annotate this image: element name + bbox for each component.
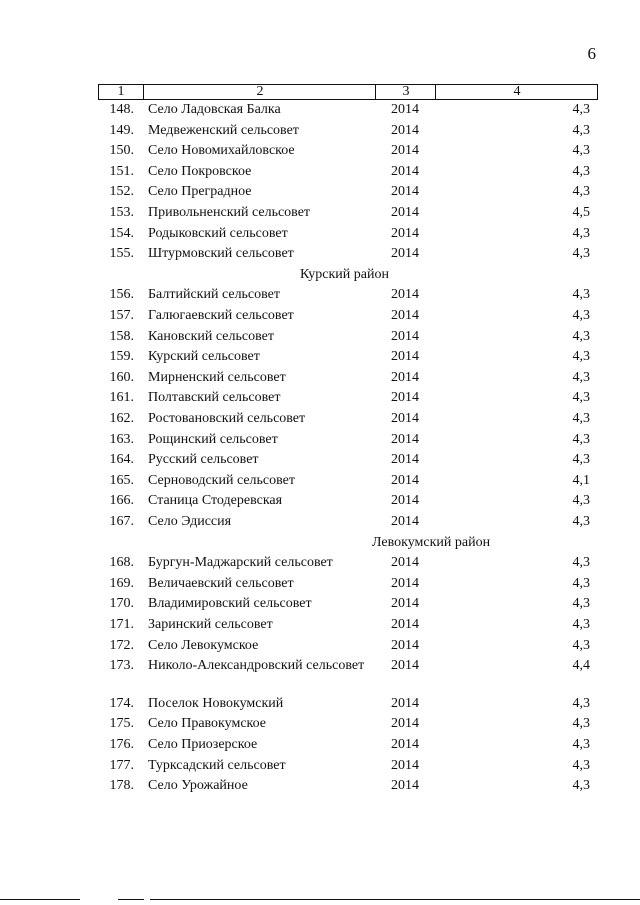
row-year: 2014 [391,716,419,732]
row-year: 2014 [391,163,419,179]
section-heading-text: Курский район [300,266,389,282]
row-value: 4,3 [572,617,590,632]
row-year: 2014 [391,143,419,159]
row-number: 154. [109,225,134,241]
row-name: Заринский сельсовет [148,617,273,632]
row-number: 175. [109,716,134,732]
row-value: 4,3 [572,737,590,752]
row-number: 176. [109,737,134,752]
row-name: Село Приозерское [148,737,258,752]
row-year: 2014 [391,369,419,385]
row-value: 4,3 [572,246,590,262]
footer-rule [0,899,80,900]
row-year: 2014 [391,778,419,794]
row-year: 2014 [391,658,419,674]
row-value: 4,3 [572,122,590,138]
row-name: Село Покровское [148,163,252,179]
row-year: 2014 [391,308,419,323]
row-name: Село Ладовская Балка [148,102,281,117]
row-name: Владимировский сельсовет [148,596,312,612]
row-number: 149. [109,122,134,138]
header-cell: 3 [375,85,436,99]
row-value: 4,4 [572,658,590,674]
row-number: 156. [109,287,134,303]
row-value: 4,3 [572,514,590,529]
row-year: 2014 [391,695,419,711]
row-value: 4,3 [572,596,590,612]
row-value: 4,3 [572,637,590,653]
row-value: 4,3 [572,778,590,794]
row-name: Село Левокумское [148,637,259,653]
header-cell: 4 [435,85,598,99]
row-number: 165. [109,472,134,488]
row-value: 4,3 [572,411,590,426]
row-number: 178. [109,778,134,794]
row-number: 177. [109,757,134,773]
row-number: 150. [109,143,134,159]
row-name: Штурмовский сельсовет [148,246,294,262]
row-number: 161. [109,390,134,406]
row-year: 2014 [391,431,419,447]
row-number: 151. [109,163,134,179]
footer-rule [118,899,144,900]
row-name: Курский сельсовет [148,349,260,365]
row-year: 2014 [391,472,419,488]
row-year: 2014 [391,184,419,200]
row-number: 148. [109,102,134,117]
row-name: Кановский сельсовет [148,328,274,344]
row-number: 159. [109,349,134,365]
row-name: Турксадский сельсовет [148,757,286,773]
row-value: 4,3 [572,493,590,509]
row-year: 2014 [391,637,419,653]
row-number: 170. [109,596,134,612]
row-value: 4,3 [572,716,590,732]
row-name: Бургун-Маджарский сельсовет [148,555,333,571]
row-name: Родыковский сельсовет [148,225,288,241]
row-year: 2014 [391,452,419,468]
row-year: 2014 [391,596,419,612]
row-name: Полтавский сельсовет [148,390,281,406]
row-year: 2014 [391,390,419,406]
row-value: 4,1 [572,472,590,488]
row-year: 2014 [391,225,419,241]
row-number: 167. [109,514,134,529]
row-value: 4,3 [572,390,590,406]
table-header [98,84,598,100]
row-number: 169. [109,575,134,591]
row-year: 2014 [391,555,419,571]
row-year: 2014 [391,514,419,529]
row-value: 4,3 [572,349,590,365]
row-name: Серноводский сельсовет [148,472,295,488]
header-cell: 2 [143,85,376,99]
row-year: 2014 [391,411,419,426]
row-year: 2014 [391,349,419,365]
row-number: 168. [109,555,134,571]
row-number: 152. [109,184,134,200]
row-year: 2014 [391,328,419,344]
row-name: Николо-Александровский сельсовет [148,658,365,674]
row-name: Село Новомихайловское [148,143,295,159]
row-value: 4,3 [572,431,590,447]
section-heading-text: Левокумский район [372,534,491,550]
row-value: 4,3 [572,757,590,773]
row-name: Село Преградное [148,184,252,200]
row-number: 163. [109,431,134,447]
row-number: 153. [109,205,134,220]
row-number: 172. [109,637,134,653]
row-value: 4,3 [572,287,590,303]
row-name: Рощинский сельсовет [148,431,278,447]
row-number: 174. [109,695,134,711]
row-value: 4,3 [572,163,590,179]
row-value: 4,3 [572,695,590,711]
row-year: 2014 [391,205,419,220]
row-value: 4,3 [572,143,590,159]
row-value: 4,3 [572,225,590,241]
row-name: Село Правокумское [148,716,267,732]
page-number: 6 [587,44,596,63]
row-number: 160. [109,369,134,385]
row-name: Село Эдиссия [148,514,232,529]
row-value: 4,5 [572,205,590,220]
row-year: 2014 [391,102,419,117]
row-name: Мирненский сельсовет [148,369,286,385]
row-value: 4,3 [572,102,590,117]
row-number: 158. [109,328,134,344]
row-number: 166. [109,493,134,509]
header-cell: 1 [117,84,125,99]
row-number: 164. [109,452,134,468]
row-value: 4,3 [572,328,590,344]
row-value: 4,3 [572,452,590,468]
row-value: 4,3 [572,184,590,200]
row-year: 2014 [391,757,419,773]
row-name: Станица Стодеревская [148,493,283,509]
row-name: Поселок Новокумский [148,695,284,711]
row-name: Привольненский сельсовет [148,205,311,220]
row-name: Ростовановский сельсовет [148,411,306,426]
row-number: 155. [109,246,134,262]
row-value: 4,3 [572,308,590,323]
row-number: 162. [109,411,134,426]
row-value: 4,3 [572,555,590,571]
row-number: 171. [109,617,134,632]
row-year: 2014 [391,617,419,632]
row-number: 173. [109,658,134,674]
row-value: 4,3 [572,369,590,385]
row-name: Галюгаевский сельсовет [148,308,294,323]
row-year: 2014 [391,122,419,138]
row-year: 2014 [391,246,419,262]
row-year: 2014 [391,287,419,303]
row-year: 2014 [391,493,419,509]
footer-rule [150,899,640,900]
row-year: 2014 [391,575,419,591]
row-name: Село Урожайное [148,778,248,794]
row-name: Русский сельсовет [148,452,259,468]
row-year: 2014 [391,737,419,752]
row-name: Медвеженский сельсовет [148,122,299,138]
row-number: 157. [109,308,134,323]
row-name: Балтийский сельсовет [148,287,281,303]
row-value: 4,3 [572,575,590,591]
row-name: Величаевский сельсовет [148,575,294,591]
